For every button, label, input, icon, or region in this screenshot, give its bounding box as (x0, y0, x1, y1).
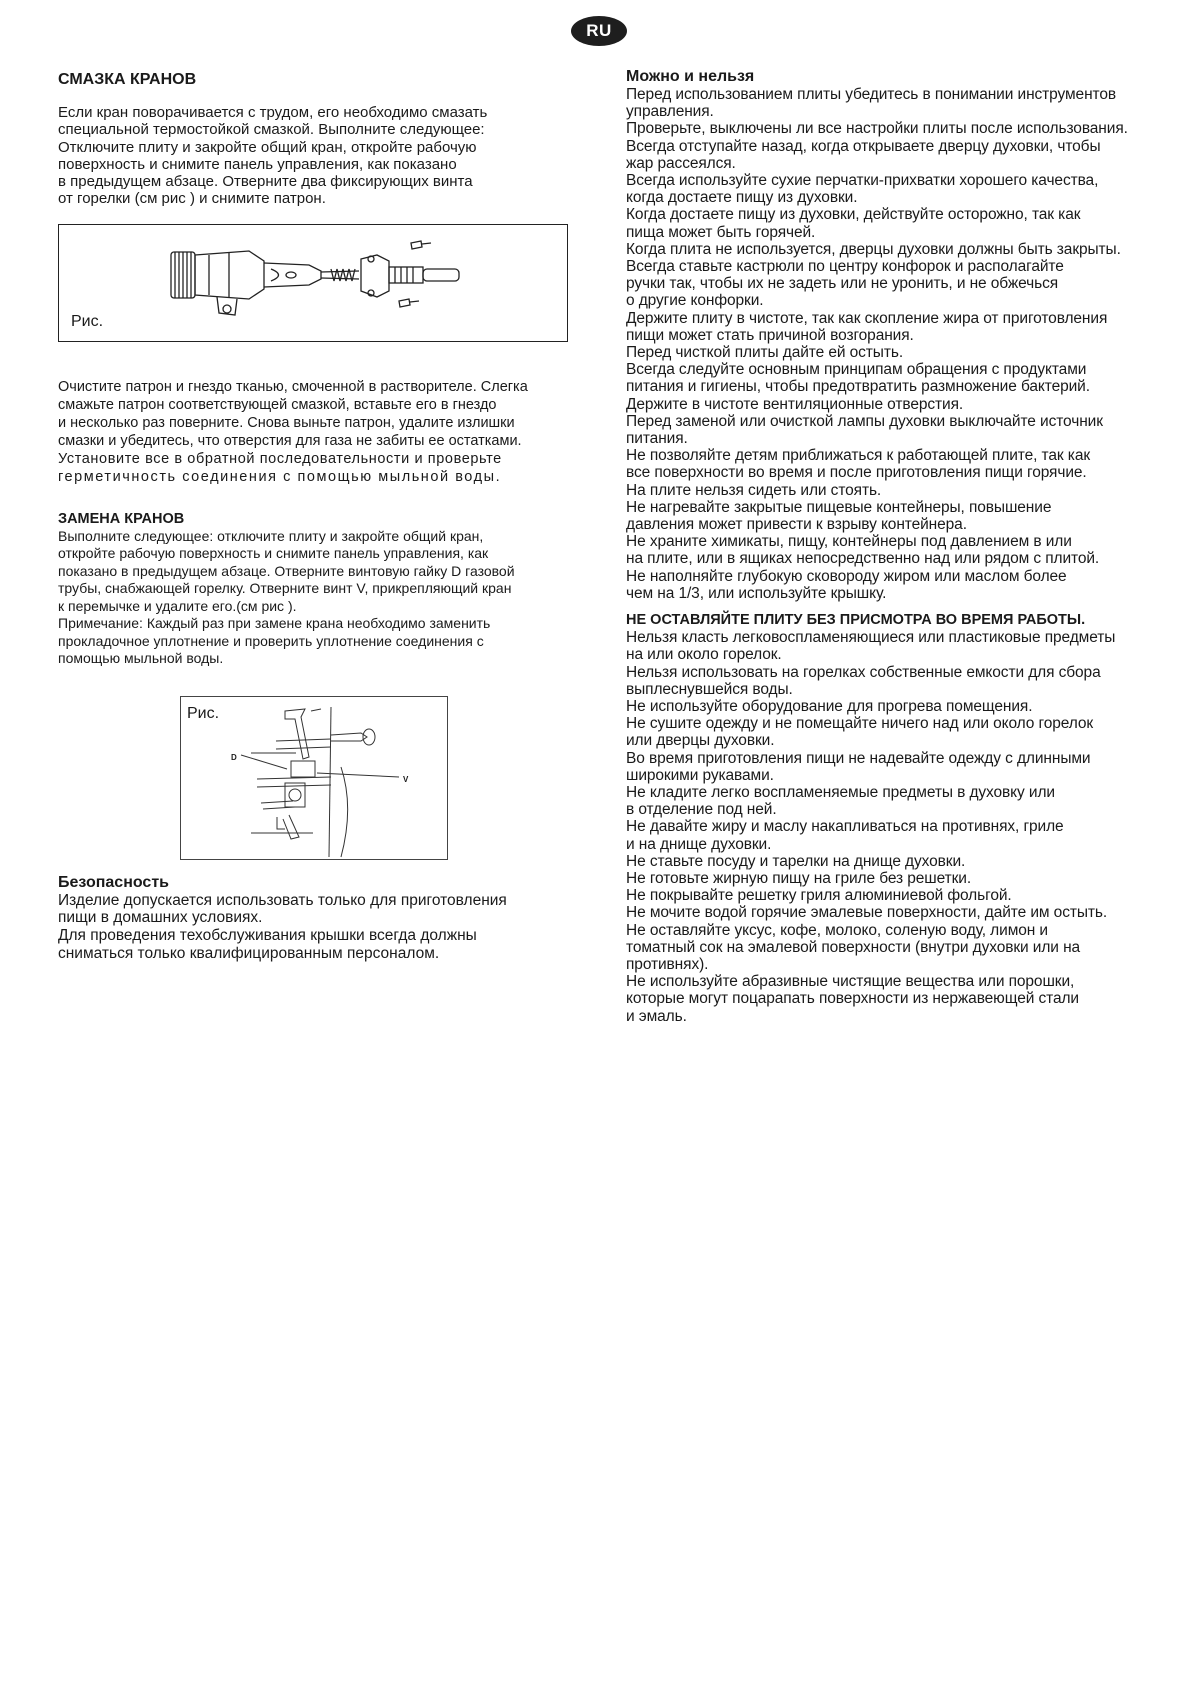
text-line: трубы, снабжающей горелку. Отверните винт V, прикрепляющий кран (58, 580, 512, 597)
text-line: Всегда следуйте основным принципам обращения с продуктами (626, 361, 1087, 379)
text-line: Перед заменой или очисткой лампы духовки выключайте источник (626, 412, 1103, 430)
text-line: герметичность соединения с помощью мыльной воды. (58, 468, 502, 485)
text-line: которые могут поцарапать поверхности из нержавеющей стали (626, 990, 1079, 1008)
right-column (626, 68, 1136, 1025)
text-line: томатный сок на эмалевой поверхности (внутри духовки или на (626, 938, 1081, 956)
text-line: давления может привести к взрыву контейнера. (626, 516, 967, 534)
text-line: Держите в чистоте вентиляционные отверстия. (626, 395, 964, 413)
cleaning-paragraph (58, 378, 578, 486)
text-line: все поверхности во время и после приготовления пищи горячие. (626, 464, 1087, 482)
text-line: На плите нельзя сидеть или стоять. (626, 481, 882, 499)
figure-caption: Рис. (187, 704, 220, 722)
text-line: Не нагревайте закрытые пищевые контейнеры, повышение (626, 498, 1052, 516)
text-line: или дверцы духовки. (626, 732, 775, 750)
unattended-list (626, 629, 1136, 1025)
text-line: Всегда используйте сухие перчатки-прихватки хорошего качества, (626, 172, 1099, 190)
text-line: Всегда отступайте назад, когда открываете дверцу духовки, чтобы (626, 137, 1101, 155)
label-d: D (231, 752, 237, 762)
text-line: к перемычке и удалите его.(см рис ). (58, 597, 297, 614)
text-line: прокладочное уплотнение и проверить уплотнение соединения с (58, 632, 484, 649)
text-line: Не готовьте жирную пищу на гриле без решетки. (626, 869, 972, 887)
dos-list (626, 86, 1136, 602)
text-line: выплеснувшейся воды. (626, 680, 793, 698)
text-line: и на днище духовки. (626, 835, 772, 853)
text-line: на плите, или в ящиках непосредственно над или рядом с плитой. (626, 550, 1100, 568)
text-line: сниматься только квалифицированным персоналом. (58, 944, 440, 962)
text-line: Нельзя класть легковоспламеняющиеся или пластиковые предметы (626, 629, 1116, 647)
text-line: о другие конфорки. (626, 292, 764, 310)
heading-unattended: НЕ ОСТАВЛЯЙТЕ ПЛИТУ БЕЗ ПРИСМОТРА ВО ВРЕМЯ РАБОТЫ. (626, 612, 1086, 629)
text-line: Не оставляйте уксус, кофе, молоко, соленую воду, лимон и (626, 921, 1048, 939)
text-line: Всегда ставьте кастрюли по центру конфорок и располагайте (626, 258, 1064, 276)
text-line: питания. (626, 430, 688, 448)
text-line: когда достаете пищу из духовки. (626, 189, 858, 207)
text-line: Не покрывайте решетку гриля алюминиевой фольгой. (626, 887, 1012, 905)
text-line: Не ставьте посуду и тарелки на днище духовки. (626, 852, 966, 870)
language-badge: RU (571, 16, 627, 46)
tap-replacement-illustration (181, 697, 449, 861)
text-line: Не используйте абразивные чистящие вещества или порошки, (626, 973, 1075, 991)
text-line: Примечание: Каждый раз при замене крана необходимо заменить (58, 615, 491, 632)
text-line: Не кладите легко воспламеняемые предметы в духовку или (626, 783, 1055, 801)
replacement-paragraph (58, 528, 578, 668)
text-line: Когда достаете пищу из духовки, действуйте осторожно, так как (626, 206, 1081, 224)
text-line: Для проведения техобслуживания крышки всегда должны (58, 926, 477, 944)
text-line: смазки и убедитесь, что отверстия для газа не забиты ее остатками. (58, 432, 522, 449)
figure-tap-assembly (58, 224, 568, 342)
text-line: Если кран поворачивается с трудом, его необходимо смазать (58, 104, 488, 121)
tap-assembly-illustration (59, 225, 569, 343)
text-line: ручки так, чтобы их не задеть или не уронить, и не обжечься (626, 275, 1059, 293)
text-line: противнях). (626, 955, 709, 973)
text-line: пищи в домашних условиях. (58, 909, 263, 927)
text-line: Отключите плиту и закройте общий кран, откройте рабочую (58, 138, 477, 156)
label-v: V (403, 774, 409, 784)
text-line: Не мочите водой горячие эмалевые поверхности, дайте им остыть. (626, 904, 1108, 922)
text-line: и эмаль. (626, 1007, 687, 1025)
text-line: Перед чисткой плиты дайте ей остыть. (626, 344, 904, 362)
heading-safety: Безопасность (58, 873, 169, 891)
text-line: чем на 1/3, или используйте крышку. (626, 584, 887, 602)
text-line: Проверьте, выключены ли все настройки плиты после использования. (626, 120, 1128, 138)
lubrication-paragraph (58, 104, 578, 208)
text-line: поверхность и снимите панель управления, как показано (58, 155, 457, 173)
text-line: Во время приготовления пищи не надевайте одежду с длинными (626, 749, 1091, 767)
heading-lubrication: СМАЗКА КРАНОВ (58, 71, 197, 88)
text-line: показано в предыдущем абзаце. Отверните винтовую гайку D газовой (58, 562, 515, 579)
text-line: Установите все в обратной последовательности и проверьте (58, 450, 502, 467)
text-line: Изделие допускается использовать только для приготовления (58, 891, 507, 909)
text-line: Не сушите одежду и не помещайте ничего над или около горелок (626, 715, 1094, 733)
text-line: Очистите патрон и гнездо тканью, смоченной в растворителе. Слегка (58, 378, 528, 395)
text-line: широкими рукавами. (626, 766, 774, 784)
figure-tap-replacement (180, 696, 448, 860)
text-line: Когда плита не используется, дверцы духовки должны быть закрыты. (626, 240, 1121, 258)
text-line: Держите плиту в чистоте, так как скопление жира от приготовления (626, 309, 1108, 327)
text-line: специальной термостойкой смазкой. Выполните следующее: (58, 121, 485, 139)
figure-caption: Рис. (71, 312, 104, 330)
text-line: управления. (626, 103, 714, 121)
text-line: Не давайте жиру и маслу накапливаться на противнях, гриле (626, 818, 1064, 836)
text-line: Выполните следующее: отключите плиту и закройте общий кран, (58, 527, 484, 544)
heading-dos-and-donts: Можно и нельзя (626, 68, 755, 85)
text-line: в предыдущем абзаце. Отверните два фиксирующих винта (58, 173, 473, 191)
heading-replacement: ЗАМЕНА КРАНОВ (58, 510, 185, 527)
text-line: Перед использованием плиты убедитесь в понимании инструментов (626, 86, 1117, 103)
text-line: Не храните химикаты, пищу, контейнеры под давлением в или (626, 533, 1072, 551)
text-line: пища может быть горячей. (626, 223, 816, 241)
text-line: питания и гигиены, чтобы предотвратить размножение бактерий. (626, 378, 1090, 396)
text-line: помощью мыльной воды. (58, 650, 224, 667)
text-line: откройте рабочую поверхность и снимите панель управления, как (58, 545, 489, 562)
text-line: от горелки (см рис ) и снимите патрон. (58, 190, 326, 208)
text-line: жар рассеялся. (626, 154, 736, 172)
text-line: Не используйте оборудование для прогрева помещения. (626, 697, 1033, 715)
text-line: Нельзя использовать на горелках собственные емкости для сбора (626, 663, 1101, 681)
text-line: и несколько раз поверните. Снова выньте патрон, удалите излишки (58, 414, 515, 431)
text-line: смажьте патрон соответствующей смазкой, вставьте его в гнездо (58, 396, 497, 413)
text-line: Не наполняйте глубокую сковороду жиром или маслом более (626, 567, 1067, 585)
text-line: на или около горелок. (626, 646, 782, 664)
left-column (58, 70, 578, 962)
text-line: в отделение под ней. (626, 801, 777, 819)
safety-paragraph (58, 892, 578, 962)
text-line: пищи может стать причиной возгорания. (626, 326, 914, 344)
text-line: Не позволяйте детям приближаться к работающей плите, так как (626, 447, 1091, 465)
